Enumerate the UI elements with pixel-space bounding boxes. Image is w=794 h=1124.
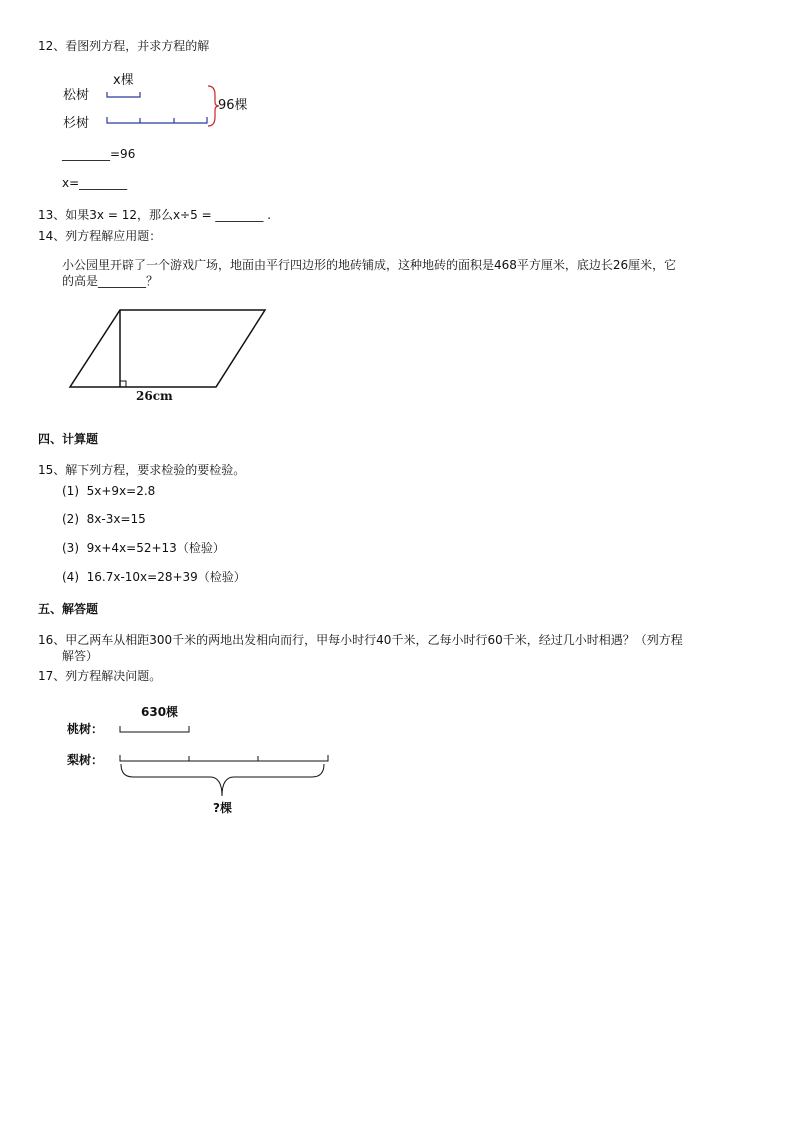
q15-item-num: (1): [62, 484, 79, 498]
q15-item-num: (2): [62, 512, 79, 526]
q14-base-label: 26cm: [136, 389, 173, 403]
q17-label-630: 630棵: [141, 705, 179, 719]
q15-item-eq: 16.7x-10x=28+39（检验）: [86, 570, 246, 584]
q15-text: 15、解下列方程，要求检验的要检验。: [38, 463, 246, 477]
q15-item-num: (3): [62, 541, 79, 555]
q12-eq1: ________=96: [62, 147, 136, 161]
section4-title: 四、计算题: [38, 432, 99, 446]
q12-label-total: 96棵: [218, 98, 248, 113]
q15-item-eq: 8x-3x=15: [86, 512, 146, 526]
q14-problem-line1: 小公园里开辟了一个游戏广场，地面由平行四边形的地砖铺成，这种地砖的面积是468平方厘米，底边长26厘米，它: [62, 258, 677, 272]
q15-item-eq: 9x+4x=52+13（检验）: [86, 541, 225, 555]
q12-label-x: x棵: [113, 73, 134, 88]
q15-item-num: (4): [62, 570, 79, 584]
q17-text: 17、列方程解决问题。: [38, 669, 162, 683]
q14-text: 14、列方程解应用题：: [38, 229, 162, 243]
section5-title: 五、解答题: [38, 602, 99, 616]
q17-total-brace: [121, 764, 324, 796]
q14-problem-line2: 的高是________？: [62, 274, 159, 288]
q12-eq2: x=________: [62, 176, 128, 190]
q12-label-pine: 松树: [63, 88, 90, 103]
q15-item-eq: 5x+9x=2.8: [86, 484, 156, 498]
q16-line1: 16、甲乙两车从相距300千米的两地出发相向而行，甲每小时行40千米，乙每小时行60千米，经过几小时相遇？（列方程: [38, 633, 683, 647]
q17-label-q: ?棵: [213, 801, 232, 815]
q12-text: 12、看图列方程，并求方程的解: [38, 39, 210, 53]
q17-pear-bar: [120, 755, 328, 761]
q17-label-pear: 梨树：: [67, 753, 104, 767]
q17-label-peach: 桃树：: [67, 722, 104, 736]
q12-label-fir: 杉树: [63, 116, 90, 131]
q16-line2: 解答）: [62, 649, 99, 663]
q13-text: 13、如果3x = 12，那么x÷5 = ________ .: [38, 208, 272, 222]
q17-peach-segment: [120, 726, 189, 732]
